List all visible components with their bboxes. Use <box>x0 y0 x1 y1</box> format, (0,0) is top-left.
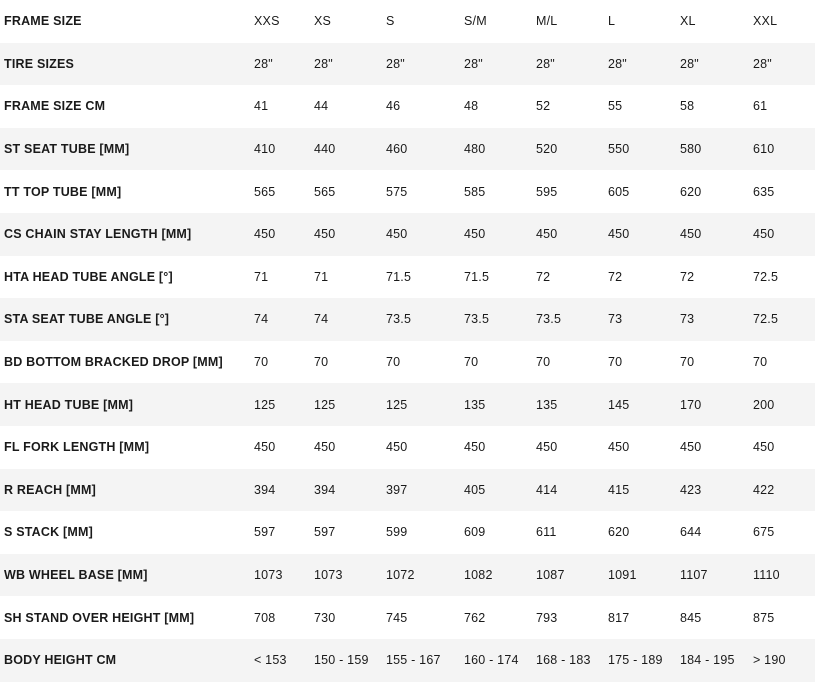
row-value: 450 <box>749 426 815 469</box>
row-value: 620 <box>676 170 749 213</box>
row-value: 450 <box>250 213 310 256</box>
row-value: 73.5 <box>460 298 532 341</box>
row-value: 422 <box>749 469 815 512</box>
row-label: S STACK [MM] <box>0 511 250 554</box>
row-value: 585 <box>460 170 532 213</box>
table-header-row <box>0 0 815 43</box>
row-value: 28" <box>604 43 676 86</box>
table-row <box>0 596 815 639</box>
row-value: 423 <box>676 469 749 512</box>
row-value: 125 <box>310 383 382 426</box>
row-value: 72 <box>532 256 604 299</box>
row-value: 72 <box>604 256 676 299</box>
table-row <box>0 170 815 213</box>
row-value: 71.5 <box>460 256 532 299</box>
row-value: 405 <box>460 469 532 512</box>
row-value: 762 <box>460 596 532 639</box>
row-value: 565 <box>310 170 382 213</box>
row-value: 450 <box>460 213 532 256</box>
row-value: 450 <box>382 426 460 469</box>
row-value: 450 <box>250 426 310 469</box>
row-value: 1073 <box>250 554 310 597</box>
size-header-l: L <box>604 0 676 43</box>
row-value: 71.5 <box>382 256 460 299</box>
row-label: BD BOTTOM BRACKED DROP [MM] <box>0 341 250 384</box>
row-value: 397 <box>382 469 460 512</box>
row-value: 450 <box>460 426 532 469</box>
row-value: 450 <box>749 213 815 256</box>
row-label: STA SEAT TUBE ANGLE [°] <box>0 298 250 341</box>
row-value: 635 <box>749 170 815 213</box>
row-value: 70 <box>676 341 749 384</box>
row-value: 708 <box>250 596 310 639</box>
row-value: 70 <box>532 341 604 384</box>
row-value: 415 <box>604 469 676 512</box>
table-row <box>0 43 815 86</box>
row-value: 1110 <box>749 554 815 597</box>
row-value: 414 <box>532 469 604 512</box>
row-value: 605 <box>604 170 676 213</box>
row-value: 168 - 183 <box>532 639 604 682</box>
row-value: 150 - 159 <box>310 639 382 682</box>
table-header-label: FRAME SIZE <box>0 0 250 43</box>
row-value: 170 <box>676 383 749 426</box>
row-value: 611 <box>532 511 604 554</box>
row-value: 730 <box>310 596 382 639</box>
row-label: FL FORK LENGTH [MM] <box>0 426 250 469</box>
row-value: 70 <box>310 341 382 384</box>
row-value: 410 <box>250 128 310 171</box>
row-value: 580 <box>676 128 749 171</box>
row-value: 817 <box>604 596 676 639</box>
row-value: 46 <box>382 85 460 128</box>
row-value: 73.5 <box>382 298 460 341</box>
row-value: 28" <box>310 43 382 86</box>
row-value: 70 <box>749 341 815 384</box>
row-value: 28" <box>676 43 749 86</box>
row-value: 520 <box>532 128 604 171</box>
row-value: 135 <box>532 383 604 426</box>
row-value: 71 <box>310 256 382 299</box>
size-header-xl: XL <box>676 0 749 43</box>
row-value: 440 <box>310 128 382 171</box>
table-row <box>0 383 815 426</box>
row-value: 394 <box>310 469 382 512</box>
row-value: 72.5 <box>749 298 815 341</box>
row-value: 450 <box>676 213 749 256</box>
row-value: 71 <box>250 256 310 299</box>
row-value: 184 - 195 <box>676 639 749 682</box>
row-value: 597 <box>250 511 310 554</box>
row-value: 550 <box>604 128 676 171</box>
table-row <box>0 85 815 128</box>
row-value: 1107 <box>676 554 749 597</box>
table-row <box>0 256 815 299</box>
row-value: 480 <box>460 128 532 171</box>
row-label: TIRE SIZES <box>0 43 250 86</box>
row-label: HTA HEAD TUBE ANGLE [°] <box>0 256 250 299</box>
row-value: 175 - 189 <box>604 639 676 682</box>
row-value: 1073 <box>310 554 382 597</box>
row-value: 1082 <box>460 554 532 597</box>
table-row <box>0 469 815 512</box>
row-value: 72.5 <box>749 256 815 299</box>
row-value: 44 <box>310 85 382 128</box>
row-value: < 153 <box>250 639 310 682</box>
row-value: 74 <box>310 298 382 341</box>
row-value: 58 <box>676 85 749 128</box>
row-label: FRAME SIZE CM <box>0 85 250 128</box>
row-label: BODY HEIGHT CM <box>0 639 250 682</box>
row-label: CS CHAIN STAY LENGTH [MM] <box>0 213 250 256</box>
row-label: TT TOP TUBE [MM] <box>0 170 250 213</box>
size-header-sm: S/M <box>460 0 532 43</box>
row-value: 70 <box>250 341 310 384</box>
row-value: 28" <box>460 43 532 86</box>
size-header-ml: M/L <box>532 0 604 43</box>
row-value: 394 <box>250 469 310 512</box>
row-value: 450 <box>532 213 604 256</box>
row-value: 160 - 174 <box>460 639 532 682</box>
row-value: 597 <box>310 511 382 554</box>
row-value: 450 <box>382 213 460 256</box>
row-value: 450 <box>310 426 382 469</box>
row-value: > 190 <box>749 639 815 682</box>
row-value: 675 <box>749 511 815 554</box>
table-row <box>0 298 815 341</box>
row-value: 845 <box>676 596 749 639</box>
row-value: 1087 <box>532 554 604 597</box>
row-value: 595 <box>532 170 604 213</box>
table-row <box>0 341 815 384</box>
row-value: 450 <box>676 426 749 469</box>
row-value: 1072 <box>382 554 460 597</box>
row-value: 48 <box>460 85 532 128</box>
table-row <box>0 213 815 256</box>
table-row <box>0 554 815 597</box>
row-label: HT HEAD TUBE [MM] <box>0 383 250 426</box>
row-value: 145 <box>604 383 676 426</box>
row-value: 72 <box>676 256 749 299</box>
row-value: 620 <box>604 511 676 554</box>
row-value: 28" <box>250 43 310 86</box>
row-value: 200 <box>749 383 815 426</box>
size-header-xxs: XXS <box>250 0 310 43</box>
row-label: WB WHEEL BASE [MM] <box>0 554 250 597</box>
row-label: SH STAND OVER HEIGHT [MM] <box>0 596 250 639</box>
row-value: 644 <box>676 511 749 554</box>
row-value: 73 <box>604 298 676 341</box>
row-value: 450 <box>310 213 382 256</box>
row-value: 875 <box>749 596 815 639</box>
row-value: 135 <box>460 383 532 426</box>
row-value: 565 <box>250 170 310 213</box>
row-value: 793 <box>532 596 604 639</box>
row-value: 73 <box>676 298 749 341</box>
row-label: ST SEAT TUBE [MM] <box>0 128 250 171</box>
table-row <box>0 511 815 554</box>
row-value: 609 <box>460 511 532 554</box>
row-value: 28" <box>382 43 460 86</box>
table-row <box>0 426 815 469</box>
row-value: 61 <box>749 85 815 128</box>
row-value: 745 <box>382 596 460 639</box>
row-value: 41 <box>250 85 310 128</box>
row-value: 28" <box>749 43 815 86</box>
row-value: 125 <box>250 383 310 426</box>
size-header-xxl: XXL <box>749 0 815 43</box>
row-value: 70 <box>604 341 676 384</box>
row-label: R REACH [MM] <box>0 469 250 512</box>
row-value: 125 <box>382 383 460 426</box>
size-header-xs: XS <box>310 0 382 43</box>
row-value: 74 <box>250 298 310 341</box>
row-value: 55 <box>604 85 676 128</box>
row-value: 450 <box>604 426 676 469</box>
table-row <box>0 128 815 171</box>
table-row <box>0 639 815 682</box>
row-value: 70 <box>460 341 532 384</box>
row-value: 73.5 <box>532 298 604 341</box>
row-value: 450 <box>604 213 676 256</box>
row-value: 450 <box>532 426 604 469</box>
row-value: 460 <box>382 128 460 171</box>
row-value: 575 <box>382 170 460 213</box>
row-value: 70 <box>382 341 460 384</box>
row-value: 599 <box>382 511 460 554</box>
row-value: 610 <box>749 128 815 171</box>
row-value: 155 - 167 <box>382 639 460 682</box>
size-header-s: S <box>382 0 460 43</box>
row-value: 52 <box>532 85 604 128</box>
row-value: 1091 <box>604 554 676 597</box>
row-value: 28" <box>532 43 604 86</box>
